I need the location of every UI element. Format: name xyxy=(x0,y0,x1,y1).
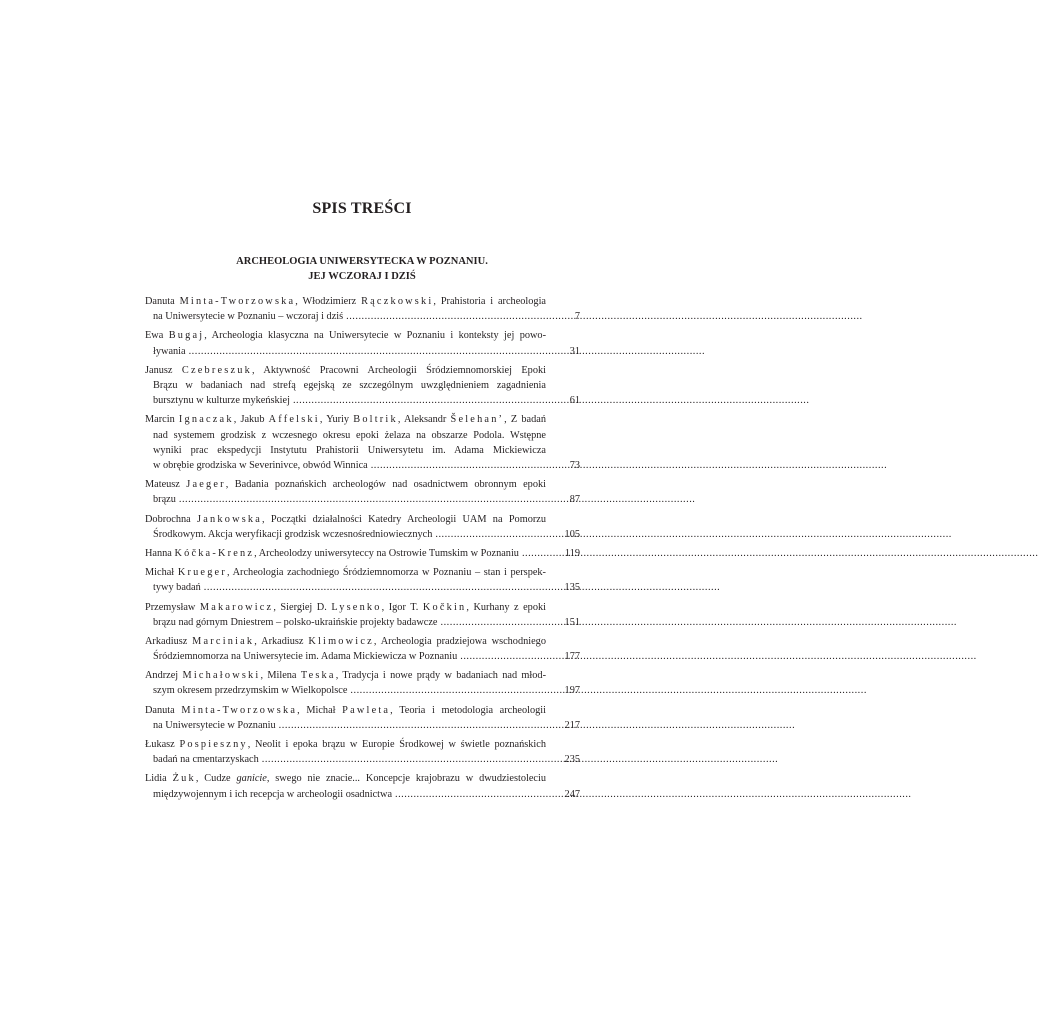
entry-text: Danuta xyxy=(145,296,180,307)
entry-text: ływania xyxy=(153,345,186,357)
author-surname: Michałowski xyxy=(182,670,261,682)
leader-dots xyxy=(350,683,866,698)
toc-entry-continuation-line: wyniki prac ekspedycji Instytutu Prahistorii Uniwersytetu im. Adama Mickiewicza xyxy=(153,444,546,456)
toc-entry[interactable] xyxy=(145,412,580,473)
toc-entry[interactable] xyxy=(145,512,580,542)
author-surname: Teska xyxy=(300,670,336,682)
entry-text: , Początki działalności Katedry Archeologii UAM na Pomorzu xyxy=(262,513,546,525)
author-surname: Pawleta xyxy=(342,704,391,716)
entry-text: , Z badań xyxy=(504,414,546,426)
entry-text: międzywojennym i ich recepcja w archeologii osadnictwa xyxy=(153,788,393,800)
toc-entry-last-line xyxy=(145,615,546,630)
page-number: 31 xyxy=(569,345,580,357)
entry-text: , Yuriy xyxy=(319,414,354,426)
page-number: 217 xyxy=(564,719,580,731)
author-surname: Affelski xyxy=(268,414,320,426)
author-surname: Kóčka-Krenz xyxy=(174,547,255,559)
entry-text: , Kurhany z epoki xyxy=(466,601,546,613)
toc-entry[interactable] xyxy=(145,363,580,409)
page-number: 61 xyxy=(569,395,580,407)
page-number: 73 xyxy=(569,459,580,471)
entry-text: w obrębie grodziska w Severinivce, obwód Winnica xyxy=(153,459,368,471)
toc-entry[interactable] xyxy=(145,668,580,698)
toc-entry-last-line xyxy=(145,344,546,359)
toc-entry-heading-line xyxy=(145,328,546,343)
entry-text: , Archeologia klasyczna na Uniwersytecie w Poznaniu i konteksty jej powo- xyxy=(204,330,547,342)
toc-entry[interactable] xyxy=(145,634,580,664)
page-number: 87 xyxy=(569,494,580,506)
author-surname: Minta-Tworzowska xyxy=(179,296,296,307)
author-surname: Makarowicz xyxy=(199,601,274,613)
author-surname: Minta-Tworzowska xyxy=(181,704,298,716)
toc-entry-heading-line xyxy=(145,565,546,580)
page-number: 247 xyxy=(564,788,580,800)
toc-entry-continuation-line: nad systemem grodzisk z wczesnego okresu epoki żelaza na obszarze Podola. Wstępne xyxy=(153,429,546,441)
entry-text: , Neolit i epoka brązu w Europie Środkowej w świetle poznańskich xyxy=(247,739,547,751)
author-surname: Krueger xyxy=(177,567,227,579)
entry-text: szym okresem przedrzymskim w Wielkopolsce xyxy=(153,685,348,697)
author-surname: Kočkin xyxy=(422,601,467,613)
leader-dots xyxy=(522,546,1038,561)
page-number: 105 xyxy=(564,528,580,540)
entry-text: Andrzej xyxy=(145,670,183,682)
toc-entry-last-line xyxy=(145,683,546,698)
page-title: SPIS TREŚCI xyxy=(312,200,412,217)
entry-text: brązu xyxy=(153,494,176,506)
author-surname: Rączkowski xyxy=(361,296,434,307)
toc-entry[interactable] xyxy=(145,737,580,767)
toc-entry[interactable] xyxy=(145,771,580,801)
table-of-contents xyxy=(145,294,580,806)
toc-entry-heading-line xyxy=(145,703,546,718)
entry-text: Janusz xyxy=(145,364,182,376)
page-number: 177 xyxy=(564,651,580,663)
author-surname: Boltrik xyxy=(353,414,398,426)
entry-text: , Tradycja i nowe prądy w badaniach nad młod- xyxy=(335,670,547,682)
entry-text: brązu nad górnym Dniestrem – polsko-ukraińskie projekty badawcze xyxy=(153,616,438,628)
entry-text: Arkadiusz xyxy=(145,635,193,647)
toc-entry-last-line xyxy=(145,492,546,507)
author-surname: Pospieszny xyxy=(179,739,248,751)
entry-text: , Milena xyxy=(260,670,301,682)
toc-entry-heading-line xyxy=(145,412,546,427)
toc-entry[interactable] xyxy=(145,600,580,630)
toc-entry[interactable] xyxy=(145,477,580,507)
toc-entry-heading-line xyxy=(145,477,546,492)
entry-text: Danuta xyxy=(145,704,182,716)
entry-text: na Uniwersytecie w Poznaniu xyxy=(153,719,276,731)
page-number: 135 xyxy=(564,582,580,594)
entry-text: , Arkadiusz xyxy=(254,635,309,647)
author-surname: Lysenko xyxy=(331,601,382,613)
entry-text: , Prahistoria i archeologia xyxy=(433,296,546,307)
entry-text: , Włodzimierz xyxy=(295,296,362,307)
entry-text: na Uniwersytecie w Poznaniu – wczoraj i dziś xyxy=(153,311,344,323)
leader-dots xyxy=(460,649,976,664)
toc-entry[interactable] xyxy=(145,565,580,595)
entry-text: , Teoria i metodologia archeologii xyxy=(390,704,546,716)
leader-dots xyxy=(346,309,862,324)
page-number: 197 xyxy=(564,685,580,697)
page-number: 235 xyxy=(564,754,580,766)
entry-text: , Badania poznańskich archeologów nad osadnictwem obronnym epoki xyxy=(225,479,546,491)
toc-entry-heading-line xyxy=(145,546,546,561)
toc-entry-last-line xyxy=(145,787,546,802)
entry-text: bursztynu w kulturze mykeńskiej xyxy=(153,395,290,407)
entry-text: Marcin xyxy=(145,414,179,426)
leader-dots xyxy=(435,527,951,542)
leader-dots xyxy=(441,615,957,630)
entry-text: , Cudze xyxy=(195,773,237,785)
author-surname: Żuk xyxy=(172,773,196,785)
entry-text: Michał xyxy=(145,567,178,579)
entry-text: , Aleksandr xyxy=(397,414,451,426)
entry-text: Ewa xyxy=(145,330,169,342)
page-number: 151 xyxy=(564,616,580,628)
entry-text: Dobrochna xyxy=(145,513,198,525)
leader-dots xyxy=(179,492,695,507)
author-surname: Czebreszuk xyxy=(181,364,252,376)
entry-text: , Igor T. xyxy=(381,601,423,613)
entry-text: tywy badań xyxy=(153,582,201,594)
title-emphasis: ganicie xyxy=(236,773,267,785)
entry-text: , Michał xyxy=(297,704,343,716)
leader-dots xyxy=(371,458,887,473)
entry-text: Śródziemnomorza na Uniwersytecie im. Adama Mickiewicza w Poznaniu xyxy=(153,651,458,663)
entry-text: , Archeologia zachodniego Śródziemnomorza w Poznaniu – stan i perspek- xyxy=(226,567,546,579)
page-number: 119 xyxy=(564,547,580,559)
entry-text: Hanna xyxy=(145,547,175,559)
author-surname: Šelehan’ xyxy=(450,414,505,426)
entry-text: Mateusz xyxy=(145,479,187,491)
author-surname: Jankowska xyxy=(197,513,263,525)
toc-entry-heading-line xyxy=(145,737,546,752)
toc-entry-last-line xyxy=(145,580,546,595)
entry-text: , Siergiej D. xyxy=(273,601,332,613)
toc-entry-last-line xyxy=(145,458,546,473)
leader-dots xyxy=(262,752,778,767)
section-heading-line-2: JEJ WCZORAJ I DZIŚ xyxy=(308,271,416,282)
entry-text: Środkowym. Akcja weryfikacji grodzisk wczesnośredniowiecznych xyxy=(153,528,433,540)
toc-entry[interactable] xyxy=(145,546,580,561)
toc-entry-heading-line xyxy=(145,600,546,615)
author-surname: Klimowicz xyxy=(308,635,374,647)
toc-entry-last-line xyxy=(145,309,546,324)
section-heading xyxy=(0,254,724,284)
leader-dots xyxy=(279,718,795,733)
leader-dots xyxy=(189,344,705,359)
author-surname: Marciniak xyxy=(192,635,255,647)
toc-entry-heading-line xyxy=(145,771,546,786)
author-surname: Jaeger xyxy=(186,479,226,491)
section-heading-line-1: ARCHEOLOGIA UNIWERSYTECKA W POZNANIU. xyxy=(236,256,488,267)
leader-dots xyxy=(204,580,720,595)
author-surname: Ignaczak xyxy=(178,414,234,426)
entry-text: Łukasz xyxy=(145,739,180,751)
toc-entry-heading-line xyxy=(145,363,546,378)
entry-text: , swego nie znacie... Koncepcje krajobrazu w dwudziestoleciu xyxy=(266,773,547,785)
toc-entry-last-line xyxy=(145,393,546,408)
entry-text: Lidia xyxy=(145,773,173,785)
entry-text: , Archeolodzy uniwersyteccy na Ostrowie Tumskim w Poznaniu xyxy=(254,547,519,559)
toc-entry-heading-line xyxy=(145,668,546,683)
toc-entry-continuation-line: Brązu w badaniach nad strefą egejską ze szczególnym uwzględnieniem zagadnienia xyxy=(153,379,546,391)
entry-text: , Jakub xyxy=(233,414,269,426)
toc-entry[interactable] xyxy=(145,703,580,733)
entry-text: badań na cmentarzyskach xyxy=(153,754,259,766)
author-surname: Bugaj xyxy=(168,330,205,342)
toc-entry[interactable] xyxy=(145,294,580,324)
entry-text: Przemysław xyxy=(145,601,200,613)
toc-entry[interactable] xyxy=(145,328,580,358)
toc-entry-heading-line xyxy=(145,294,546,309)
toc-entry-last-line xyxy=(145,752,546,767)
toc-entry-last-line xyxy=(145,718,546,733)
toc-entry-last-line xyxy=(145,527,546,542)
entry-text: , Archeologia pradziejowa wschodniego xyxy=(373,635,546,647)
toc-entry-last-line xyxy=(145,649,546,664)
leader-dots xyxy=(395,787,911,802)
toc-entry-heading-line xyxy=(145,634,546,649)
toc-entry-heading-line xyxy=(145,512,546,527)
entry-text: , Aktywność Pracowni Archeologii Śródziemnomorskiej Epoki xyxy=(251,364,546,376)
page-number: 7 xyxy=(574,311,580,323)
